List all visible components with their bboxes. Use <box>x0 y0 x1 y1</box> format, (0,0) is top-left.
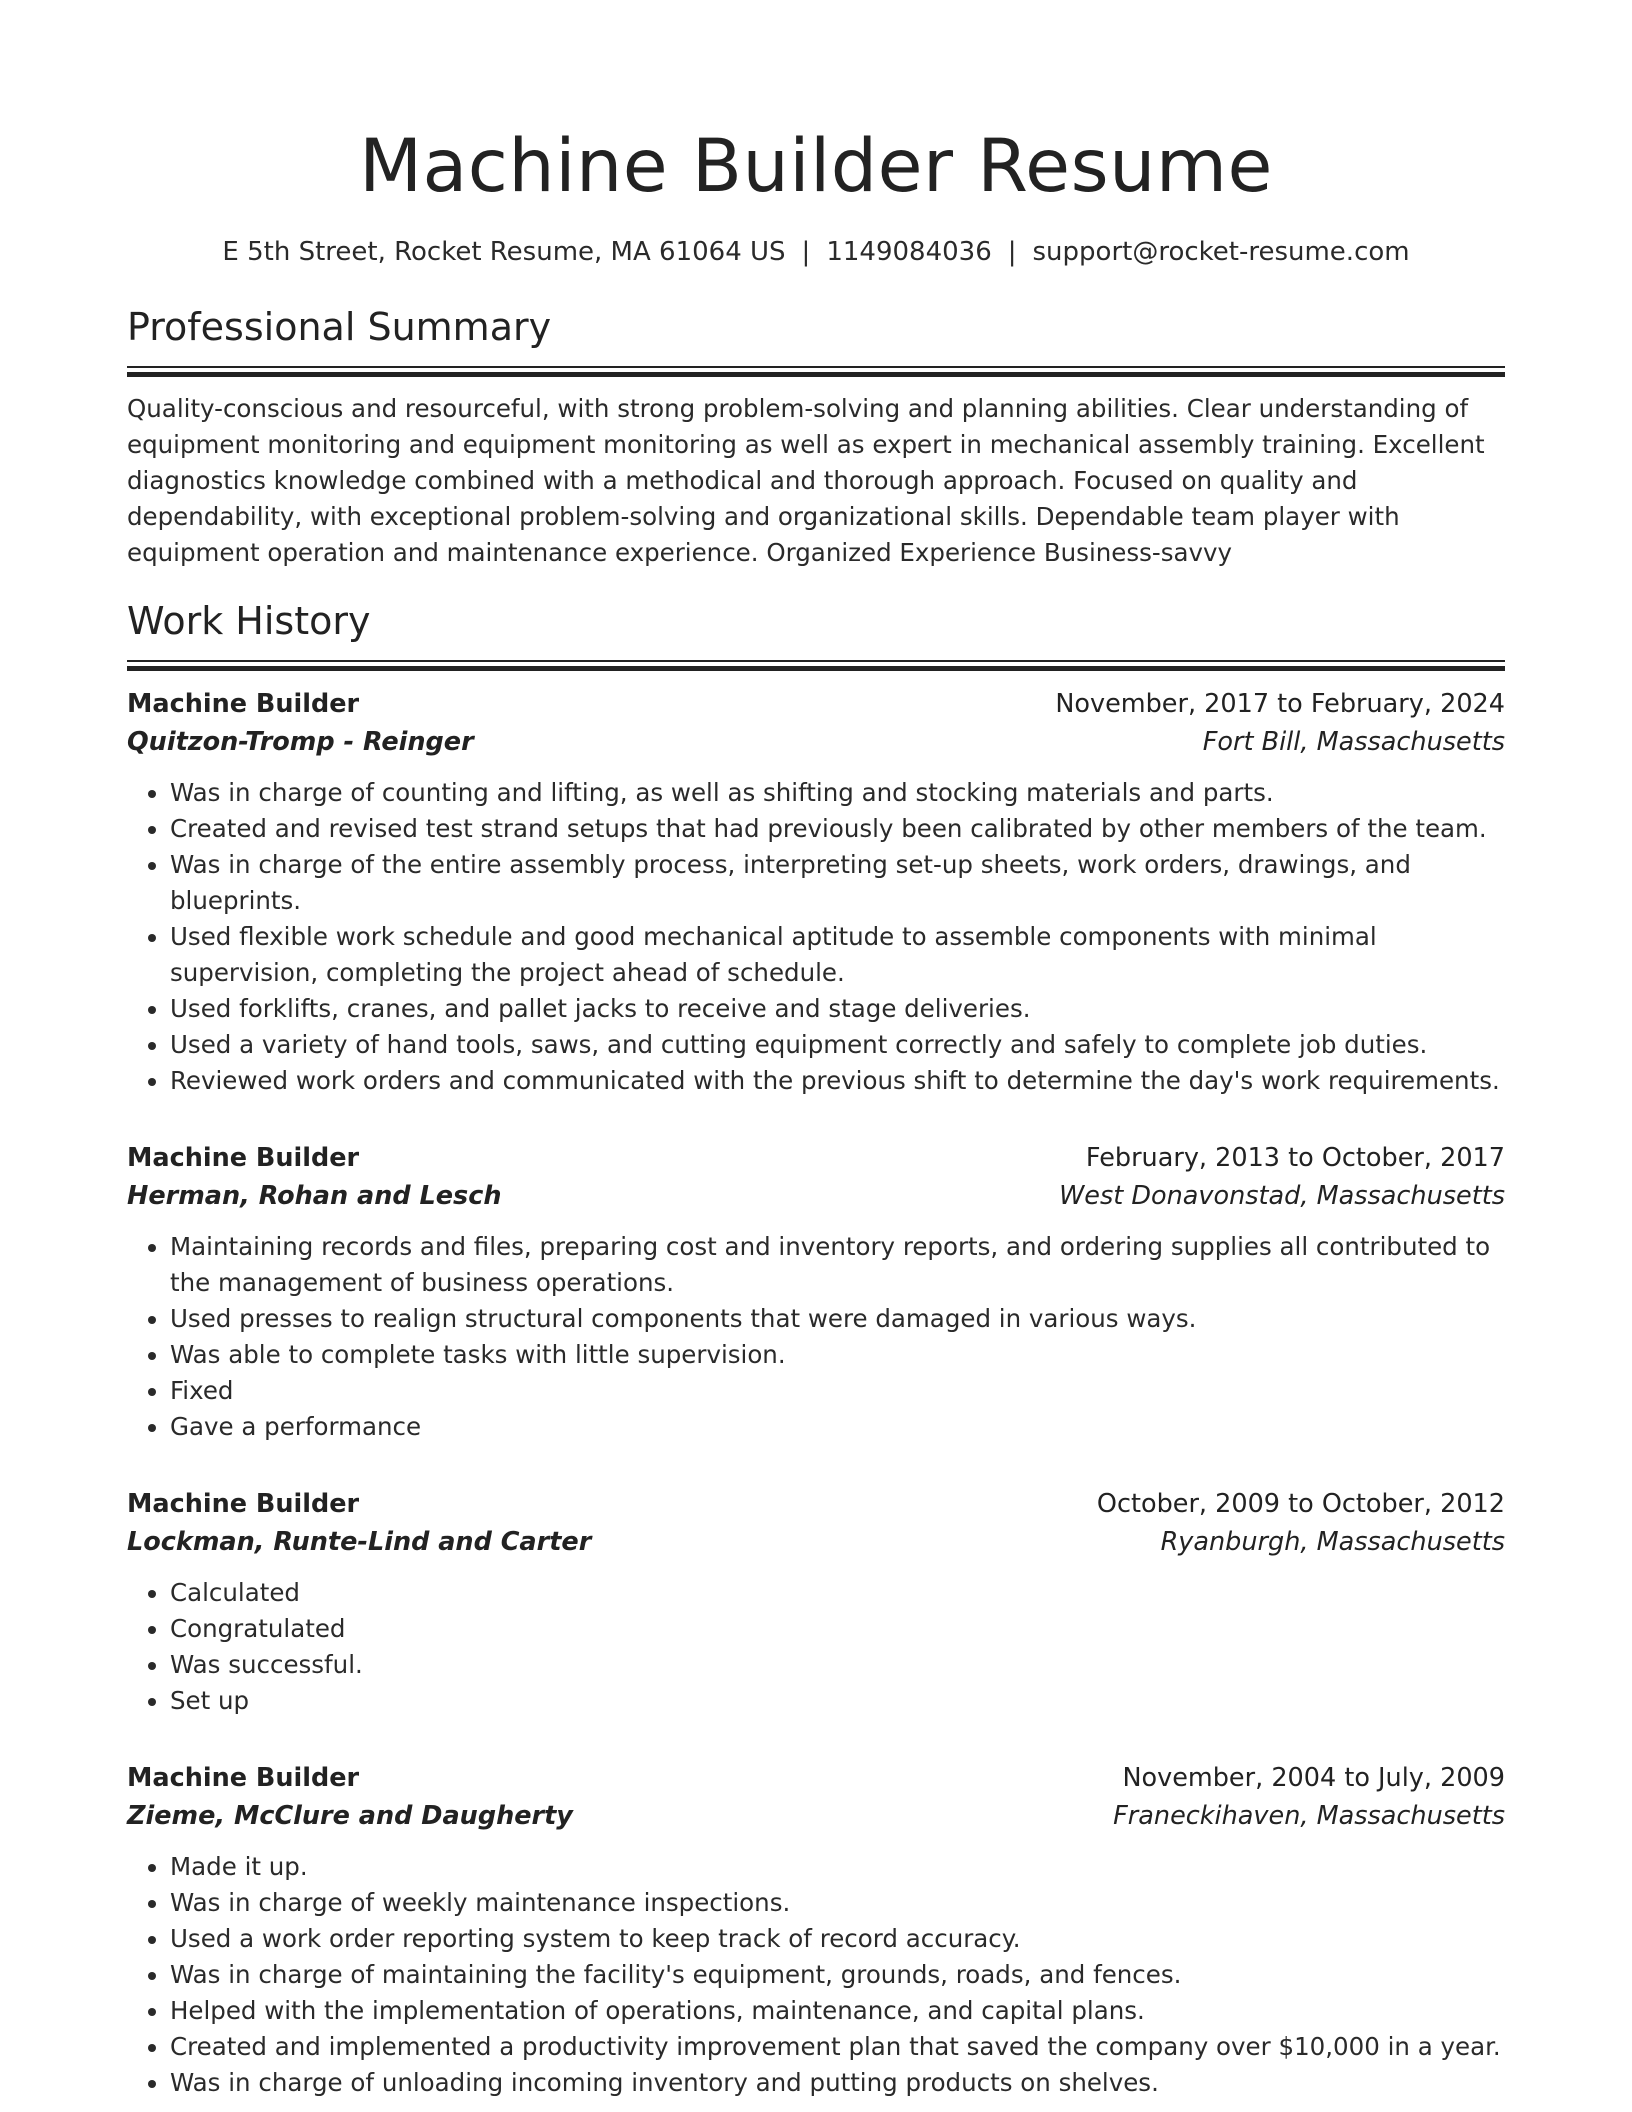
job-location: West Donavonstad, Massachusetts <box>1059 1180 1505 1211</box>
job-entry <box>127 685 1505 1099</box>
job-entry <box>127 1759 1505 2101</box>
job-bullet: • Used flexible work schedule and good mechanical aptitude to assemble components with minimal supervision, completing the project ahead of schedule. <box>170 919 1505 991</box>
job-title: Machine Builder <box>127 688 360 719</box>
job-header-row <box>127 1139 1505 1177</box>
job-dates: October, 2009 to October, 2012 <box>1096 1488 1505 1519</box>
job-bullet: • Helped with the implementation of operations, maintenance, and capital plans. <box>170 1993 1505 2029</box>
job-dates: November, 2004 to July, 2009 <box>1122 1762 1505 1793</box>
job-title: Machine Builder <box>127 1762 360 1793</box>
job-header-row <box>127 1759 1505 1797</box>
job-company: Lockman, Runte-Lind and Carter <box>127 1526 592 1557</box>
contact-email: support@rocket-resume.com <box>1032 237 1410 267</box>
job-dates: November, 2017 to February, 2024 <box>1055 688 1505 719</box>
job-location: Franeckihaven, Massachusetts <box>1113 1800 1505 1831</box>
job-bullet: • Created and implemented a productivity improvement plan that saved the company over $10,000 in a year. <box>170 2029 1505 2065</box>
job-bullet: • Was in charge of unloading incoming inventory and putting products on shelves. <box>170 2065 1505 2101</box>
job-bullet: • Congratulated <box>170 1611 1505 1647</box>
job-bullet: • Calculated <box>170 1575 1505 1611</box>
professional-summary-section <box>127 302 1505 571</box>
job-header-row <box>127 685 1505 723</box>
job-company: Herman, Rohan and Lesch <box>127 1180 502 1211</box>
job-bullets <box>127 1849 1505 2101</box>
job-entry <box>127 1139 1505 1445</box>
contact-line <box>127 232 1505 272</box>
job-location: Fort Bill, Massachusetts <box>1202 726 1505 757</box>
job-company-row <box>127 1797 1505 1835</box>
job-bullet: • Gave a performance <box>170 1409 1505 1445</box>
job-company: Quitzon-Tromp - Reinger <box>127 726 474 757</box>
job-list <box>127 685 1505 2101</box>
job-bullets <box>127 1229 1505 1445</box>
job-bullet: • Was in charge of counting and lifting, as well as shifting and stocking materials and parts. <box>170 775 1505 811</box>
job-title: Machine Builder <box>127 1142 360 1173</box>
resume-title: Machine Builder Resume <box>359 124 1273 209</box>
job-title: Machine Builder <box>127 1488 360 1519</box>
job-bullet: • Used forklifts, cranes, and pallet jacks to receive and stage deliveries. <box>170 991 1505 1027</box>
summary-text: Quality-conscious and resourceful, with strong problem-solving and planning abilities. Clear understanding of equipment monitoring and equipment monitoring as well as expert in mechanical assembly training. Excellent diagnostics knowledge combined with a methodical and thorough approach. Focused on quality and dependability, with exceptional problem-solving and organizational skills. Dependable team player with equipment operation and maintenance experience. Organized Experience Business-savvy <box>127 394 1485 567</box>
contact-separator: | <box>1007 237 1017 267</box>
job-dates: February, 2013 to October, 2017 <box>1085 1142 1505 1173</box>
section-title-work: Work History <box>127 598 371 643</box>
job-company: Zieme, McClure and Daugherty <box>127 1800 573 1831</box>
job-bullet: • Used a work order reporting system to keep track of record accuracy. <box>170 1921 1505 1957</box>
job-header-row <box>127 1485 1505 1523</box>
section-title-summary: Professional Summary <box>127 305 552 349</box>
job-company-row <box>127 1523 1505 1561</box>
job-bullets <box>127 775 1505 1099</box>
job-bullet: • Set up <box>170 1683 1505 1719</box>
job-bullet: • Was successful. <box>170 1647 1505 1683</box>
job-bullet: • Reviewed work orders and communicated with the previous shift to determine the day's work requirements. <box>170 1063 1505 1099</box>
contact-address: E 5th Street, Rocket Resume, MA 61064 US <box>222 237 786 267</box>
job-company-row <box>127 723 1505 761</box>
job-bullet: • Created and revised test strand setups that had previously been calibrated by other members of the team. <box>170 811 1505 847</box>
job-company-row <box>127 1177 1505 1215</box>
job-bullet: • Used a variety of hand tools, saws, and cutting equipment correctly and safely to complete job duties. <box>170 1027 1505 1063</box>
job-location: Ryanburgh, Massachusetts <box>1160 1526 1505 1557</box>
job-bullet: • Was in charge of maintaining the facility's equipment, grounds, roads, and fences. <box>170 1957 1505 1993</box>
contact-phone: 1149084036 <box>826 237 992 267</box>
job-bullet: • Fixed <box>170 1373 1505 1409</box>
job-bullet: • Was in charge of weekly maintenance inspections. <box>170 1885 1505 1921</box>
job-bullet: • Was able to complete tasks with little supervision. <box>170 1337 1505 1373</box>
work-history-section <box>127 596 1505 2101</box>
job-bullet: • Used presses to realign structural components that were damaged in various ways. <box>170 1301 1505 1337</box>
job-entry <box>127 1485 1505 1719</box>
section-divider <box>127 366 1505 371</box>
job-bullet: • Maintaining records and files, preparing cost and inventory reports, and ordering supplies all contributed to the management of business operations. <box>170 1229 1505 1301</box>
section-divider <box>127 660 1505 665</box>
job-bullet: • Was in charge of the entire assembly process, interpreting set-up sheets, work orders, drawings, and blueprints. <box>170 847 1505 919</box>
contact-separator: | <box>801 237 811 267</box>
job-bullet: • Made it up. <box>170 1849 1505 1885</box>
job-bullets <box>127 1575 1505 1719</box>
